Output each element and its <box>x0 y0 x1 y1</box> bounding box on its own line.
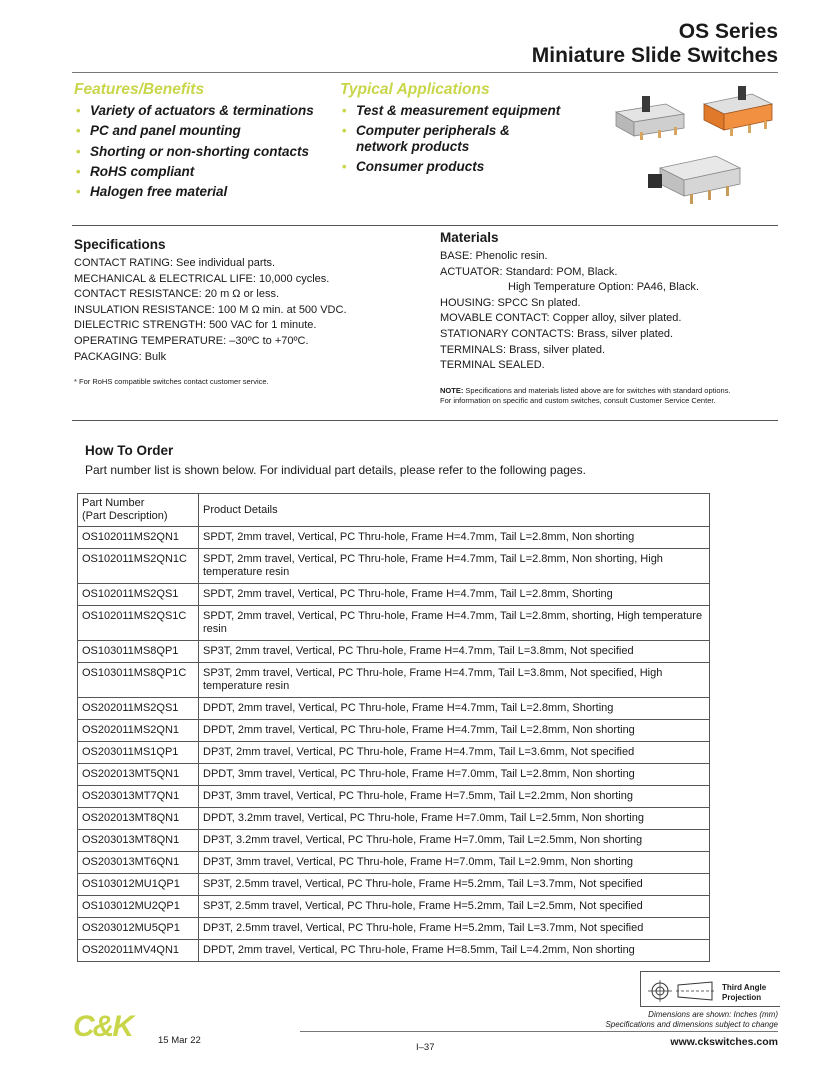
spec-line: INSULATION RESISTANCE: 100 M Ω min. at 500 VDC. <box>74 303 347 316</box>
product-details-cell: DP3T, 3mm travel, Vertical, PC Thru-hole, Frame H=7.5mm, Tail L=2.2mm, Non shorting <box>199 786 710 808</box>
table-row <box>78 606 710 641</box>
website-link[interactable]: www.ckswitches.com <box>670 1036 778 1048</box>
part-number-cell: OS203012MU5QP1 <box>78 918 199 940</box>
spec-line: CONTACT RATING: See individual parts. <box>74 257 276 269</box>
product-details-cell: SP3T, 2mm travel, Vertical, PC Thru-hole, Frame H=4.7mm, Tail L=3.8mm, Not specified <box>199 641 710 663</box>
part-number-cell: OS102011MS2QN1 <box>78 527 199 549</box>
product-details-cell: DPDT, 3.2mm travel, Vertical, PC Thru-hole, Frame H=7.0mm, Tail L=2.5mm, Non shorting <box>199 808 710 830</box>
how-to-order-intro: Part number list is shown below. For individual part details, please refer to the following pages. <box>85 463 586 477</box>
table-row <box>78 786 710 808</box>
note-text-2: For information on specific and custom switches, consult Customer Service Center. <box>440 396 716 405</box>
applications-list <box>340 101 600 178</box>
product-details-cell: DP3T, 2mm travel, Vertical, PC Thru-hole, Frame H=4.7mm, Tail L=3.6mm, Not specified <box>199 742 710 764</box>
product-details-cell: DP3T, 3.2mm travel, Vertical, PC Thru-hole, Frame H=7.0mm, Tail L=2.5mm, Non shorting <box>199 830 710 852</box>
table-row <box>78 874 710 896</box>
list-item: • Consumer products <box>340 157 600 177</box>
title-rule <box>72 72 778 73</box>
bullet-icon: • <box>342 159 347 175</box>
title-line-1: OS Series <box>678 20 778 43</box>
bullet-icon: • <box>76 184 81 200</box>
list-item: • RoHS compliant <box>74 162 339 182</box>
column-header-part-number: Part Number (Part Description) <box>78 494 199 527</box>
table-row <box>78 584 710 606</box>
product-details-cell: DPDT, 3mm travel, Vertical, PC Thru-hole, Frame H=7.0mm, Tail L=2.8mm, Non shorting <box>199 764 710 786</box>
product-details-cell: SPDT, 2mm travel, Vertical, PC Thru-hole, Frame H=4.7mm, Tail L=2.8mm, Shorting <box>199 584 710 606</box>
part-number-cell: OS203011MS1QP1 <box>78 742 199 764</box>
material-line: TERMINALS: Brass, silver plated. <box>440 343 606 356</box>
list-item: • Variety of actuators & terminations <box>74 101 339 121</box>
publish-date: 15 Mar 22 <box>158 1035 201 1046</box>
table-row <box>78 663 710 698</box>
projection-label: Third Angle Projection <box>722 983 767 1002</box>
product-details-cell: DP3T, 2.5mm travel, Vertical, PC Thru-hole, Frame H=5.2mm, Tail L=3.7mm, Not specified <box>199 918 710 940</box>
title-line-2: Miniature Slide Switches <box>531 44 778 67</box>
note-label: NOTE: <box>440 386 464 395</box>
part-number-cell: OS203013MT6QN1 <box>78 852 199 874</box>
part-number-cell: OS202011MS2QN1 <box>78 720 199 742</box>
materials-note <box>440 386 731 406</box>
table-row <box>78 830 710 852</box>
list-item: • Halogen free material <box>74 182 339 202</box>
part-number-cell: OS103011MS8QP1C <box>78 663 199 698</box>
third-angle-projection-icon <box>648 980 716 1002</box>
page-number: I–37 <box>416 1042 435 1053</box>
footer-rule <box>300 1031 778 1032</box>
list-item: • Computer peripherals & network products <box>342 123 510 155</box>
features-list <box>74 101 339 202</box>
part-number-cell: OS103012MU2QP1 <box>78 896 199 918</box>
part-number-cell: OS202013MT8QN1 <box>78 808 199 830</box>
features-heading: Features/Benefits <box>74 81 205 98</box>
product-details-cell: SP3T, 2.5mm travel, Vertical, PC Thru-hole, Frame H=5.2mm, Tail L=2.5mm, Not specified <box>199 896 710 918</box>
slide-switch-image <box>698 82 778 138</box>
spec-line: OPERATING TEMPERATURE: –30ºC to +70ºC. <box>74 334 309 347</box>
table-row <box>78 698 710 720</box>
table-row <box>78 764 710 786</box>
product-details-cell: DPDT, 2mm travel, Vertical, PC Thru-hole, Frame H=4.7mm, Tail L=2.8mm, Non shorting <box>199 720 710 742</box>
specs-top-rule <box>72 225 778 226</box>
list-item: • Shorting or non-shorting contacts <box>74 142 339 162</box>
list-item: • PC and panel mounting <box>74 121 339 141</box>
part-number-cell: OS102011MS2QS1C <box>78 606 199 641</box>
applications-heading: Typical Applications <box>340 81 490 98</box>
table-row <box>78 720 710 742</box>
table-row <box>78 852 710 874</box>
material-line: MOVABLE CONTACT: Copper alloy, silver plated. <box>440 312 682 325</box>
part-number-cell: OS203013MT8QN1 <box>78 830 199 852</box>
table-row <box>78 918 710 940</box>
spec-line: CONTACT RESISTANCE: 20 m Ω or less. <box>74 288 280 301</box>
part-number-cell: OS202013MT5QN1 <box>78 764 199 786</box>
page-title <box>532 20 778 68</box>
table-row <box>78 896 710 918</box>
how-to-order-heading: How To Order <box>85 443 174 458</box>
bullet-icon: • <box>342 103 347 118</box>
product-details-cell: DPDT, 2mm travel, Vertical, PC Thru-hole, Frame H=8.5mm, Tail L=4.2mm, Non shorting <box>199 940 710 962</box>
dimensions-note: Dimensions are shown: Inches (mm) Specifications and dimensions subject to change <box>605 1010 778 1029</box>
bullet-icon: • <box>76 123 81 139</box>
part-number-cell: OS202011MS2QS1 <box>78 698 199 720</box>
note-text-1: Specifications and materials listed above are for switches with standard options. <box>463 386 731 395</box>
part-number-cell: OS102011MS2QN1C <box>78 549 199 584</box>
product-details-cell: SP3T, 2.5mm travel, Vertical, PC Thru-hole, Frame H=5.2mm, Tail L=3.7mm, Not specified <box>199 874 710 896</box>
product-details-cell: SPDT, 2mm travel, Vertical, PC Thru-hole, Frame H=4.7mm, Tail L=2.8mm, Non shorting <box>199 527 710 549</box>
rohs-footnote: * For RoHS compatible switches contact customer service. <box>74 377 269 386</box>
table-row <box>78 549 710 584</box>
bullet-icon: • <box>76 143 81 159</box>
part-number-cell: OS103011MS8QP1 <box>78 641 199 663</box>
material-line: HOUSING: SPCC Sn plated. <box>440 296 581 309</box>
specifications-heading: Specifications <box>74 237 166 252</box>
specifications-list <box>74 256 347 365</box>
spec-line: PACKAGING: Bulk <box>74 350 167 363</box>
part-number-cell: OS203013MT7QN1 <box>78 786 199 808</box>
part-number-cell: OS102011MS2QS1 <box>78 584 199 606</box>
table-row <box>78 808 710 830</box>
part-number-cell: OS202011MV4QN1 <box>78 940 199 962</box>
table-row <box>78 527 710 549</box>
product-details-cell: DP3T, 3mm travel, Vertical, PC Thru-hole, Frame H=7.0mm, Tail L=2.9mm, Non shorting <box>199 852 710 874</box>
materials-heading: Materials <box>440 230 499 245</box>
bullet-icon: • <box>76 103 81 118</box>
material-line: BASE: Phenolic resin. <box>440 250 548 262</box>
part-number-cell: OS103012MU1QP1 <box>78 874 199 896</box>
product-details-cell: SPDT, 2mm travel, Vertical, PC Thru-hole, Frame H=4.7mm, Tail L=2.8mm, Non shorting, High temperature resin <box>199 549 710 584</box>
material-line: STATIONARY CONTACTS: Brass, silver plated. <box>440 327 674 340</box>
list-item: • Test & measurement equipment <box>340 101 600 121</box>
slide-switch-image <box>610 92 690 142</box>
slide-switch-image <box>646 150 746 208</box>
bullet-icon: • <box>76 163 81 179</box>
table-header-row <box>78 494 710 527</box>
order-top-rule <box>72 420 778 421</box>
spec-line: MECHANICAL & ELECTRICAL LIFE: 10,000 cycles. <box>74 272 330 285</box>
material-line: TERMINAL SEALED. <box>440 359 545 372</box>
product-details-cell: SP3T, 2mm travel, Vertical, PC Thru-hole, Frame H=4.7mm, Tail L=3.8mm, Not specified, High temperature resin <box>199 663 710 698</box>
parts-table <box>77 493 710 962</box>
materials-list <box>440 249 699 374</box>
spec-line: DIELECTRIC STRENGTH: 500 VAC for 1 minute. <box>74 319 317 332</box>
material-line: High Temperature Option: PA46, Black. <box>508 281 699 294</box>
table-row <box>78 641 710 663</box>
material-line: ACTUATOR: Standard: POM, Black. <box>440 265 618 278</box>
bullet-icon: • <box>342 123 347 139</box>
product-details-cell: SPDT, 2mm travel, Vertical, PC Thru-hole, Frame H=4.7mm, Tail L=2.8mm, shorting, High temperature resin <box>199 606 710 641</box>
table-row <box>78 742 710 764</box>
table-row <box>78 940 710 962</box>
ck-logo: C&K <box>73 1010 132 1043</box>
product-details-cell: DPDT, 2mm travel, Vertical, PC Thru-hole, Frame H=4.7mm, Tail L=2.8mm, Shorting <box>199 698 710 720</box>
column-header-product-details: Product Details <box>199 494 710 527</box>
